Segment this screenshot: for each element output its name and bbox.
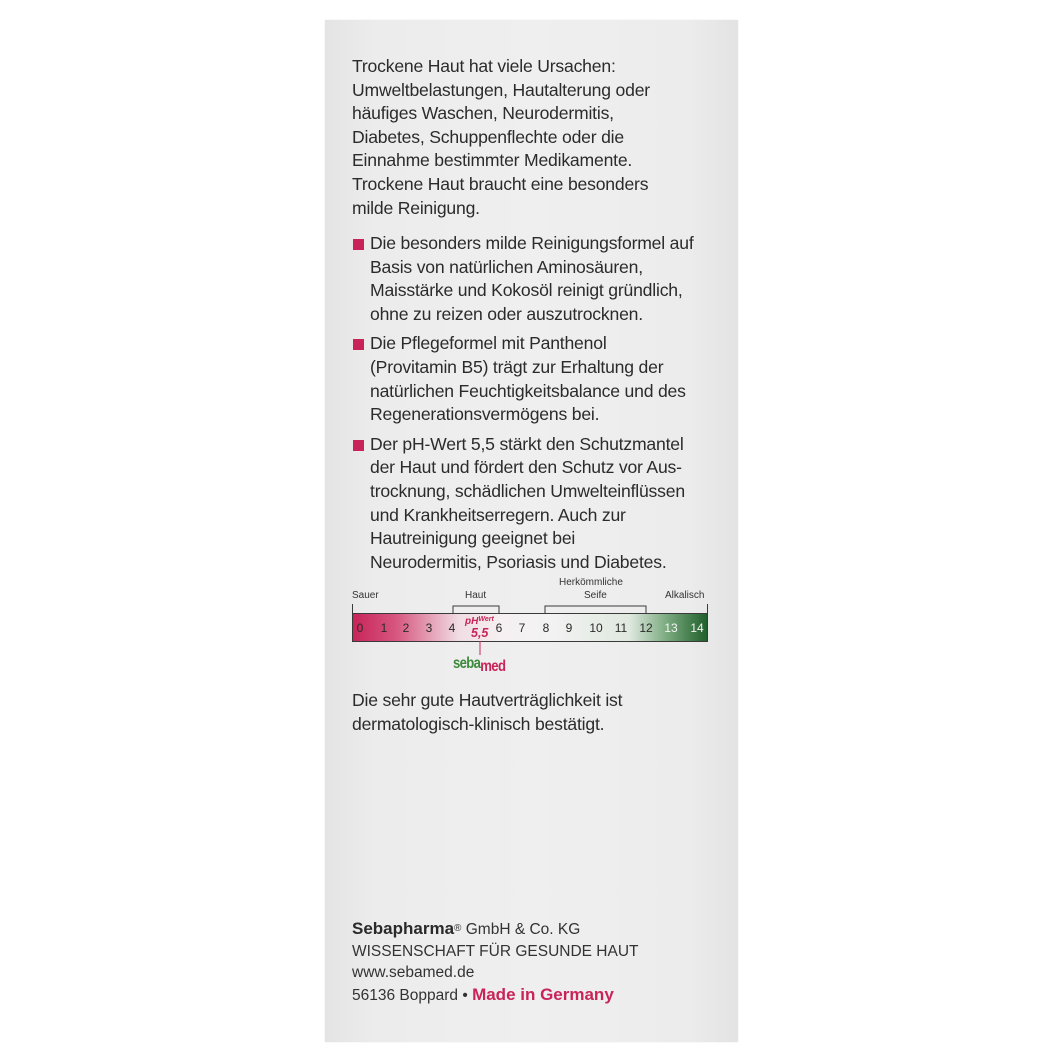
- sauer-label: Sauer: [352, 590, 379, 601]
- intro-line: häufiges Waschen, Neurodermitis,: [352, 103, 614, 124]
- benefit-line: (Provitamin B5) trägt zur Erhaltung der: [370, 356, 664, 377]
- brand-name: Sebapharma: [352, 919, 455, 938]
- footer: [352, 918, 639, 1006]
- intro-paragraph: [352, 55, 724, 220]
- benefit-item: [352, 232, 724, 326]
- benefit-line: der Haut und fördert den Schutz vor Aus-: [370, 457, 682, 478]
- made-in-germany: Made in Germany: [472, 984, 614, 1004]
- ph-tick-label: 0: [356, 621, 364, 635]
- benefit-line: natürlichen Feuchtigkeitsbalance und des: [370, 380, 686, 401]
- bullet-square-icon: [353, 239, 364, 250]
- origin-line: [352, 984, 639, 1007]
- ph-tick-label: 10: [589, 621, 603, 635]
- ph-tick-label: 6: [495, 621, 503, 635]
- benefit-line: Hautreinigung geeignet bei: [370, 528, 576, 549]
- intro-line: Diabetes, Schuppenflechte oder die: [352, 126, 624, 147]
- benefit-item: [352, 433, 724, 575]
- benefit-line: ohne zu reizen oder auszutrocknen.: [370, 303, 643, 324]
- ph-tick-label: 3: [425, 621, 433, 635]
- intro-line: Trockene Haut braucht eine besonders: [352, 173, 649, 194]
- benefit-line: trocknung, schädlichen Umwelteinflüssen: [370, 480, 685, 501]
- company-suffix: GmbH & Co. KG: [461, 921, 581, 938]
- ph-tick-label: 7: [518, 621, 526, 635]
- slogan: WISSENSCHAFT FÜR GESUNDE HAUT: [352, 942, 639, 960]
- alkalisch-label: Alkalisch: [665, 590, 705, 601]
- seife-label-line2: Seife: [584, 590, 607, 601]
- ph-tick-label: 1: [380, 621, 388, 635]
- ph-tick-label: 14: [690, 621, 704, 635]
- ph-scale: [352, 577, 708, 680]
- closing-paragraph: [352, 689, 724, 736]
- ph-marker-label: $pH^{Wert}$: [465, 616, 494, 627]
- closing-line: dermatologisch-klinisch bestätigt.: [352, 713, 605, 734]
- ph-tick-label: 13: [664, 621, 678, 635]
- city: 56136 Boppard: [352, 986, 459, 1004]
- seife-label-line1: Herkömmliche: [559, 577, 623, 588]
- registered-mark: ®: [454, 923, 462, 934]
- ph-tick-label: 12: [639, 621, 653, 635]
- bullet-square-icon: [353, 440, 364, 451]
- benefit-line: Der pH-Wert 5,5 stärkt den Schutzmantel: [370, 433, 684, 454]
- benefit-line: Die Pflegeformel mit Panthenol: [370, 333, 607, 354]
- benefit-list: [352, 232, 724, 580]
- benefit-item: [352, 332, 724, 426]
- intro-line: milde Reinigung.: [352, 197, 480, 218]
- sebamed-logo: sebamed: [453, 655, 506, 675]
- benefit-line: Regenerationsvermögens bei.: [370, 404, 600, 425]
- intro-line: Trockene Haut hat viele Ursachen:: [352, 56, 616, 76]
- closing-line: Die sehr gute Hautverträglichkeit ist: [352, 690, 623, 710]
- benefit-line: und Krankheitserregern. Auch zur: [370, 504, 626, 525]
- intro-line: Umweltbelastungen, Hautalterung oder: [352, 79, 650, 100]
- ph-tick-label: 8: [542, 621, 550, 635]
- haut-bracket: [453, 606, 499, 613]
- benefit-line: Basis von natürlichen Aminosäuren,: [370, 256, 643, 277]
- ph-tick-label: 2: [402, 621, 410, 635]
- company-line: [352, 918, 639, 941]
- separator: •: [458, 986, 473, 1004]
- seife-bracket: [545, 606, 646, 613]
- benefit-line: Maisstärke und Kokosöl reinigt gründlich,: [370, 280, 683, 301]
- benefit-line: Die besonders milde Reinigungsformel auf: [370, 233, 694, 253]
- ph-tick-label: 4: [448, 621, 456, 635]
- bullet-square-icon: [353, 339, 364, 350]
- ph-tick-label: 11: [614, 621, 628, 635]
- ph-tick-label: 9: [565, 621, 573, 635]
- haut-label: Haut: [465, 590, 487, 601]
- ph-marker-value: 5,5: [471, 626, 489, 640]
- intro-line: Einnahme bestimmter Medikamente.: [352, 150, 633, 171]
- website: www.sebamed.de: [352, 964, 475, 981]
- benefit-line: Neurodermitis, Psoriasis und Diabetes.: [370, 551, 667, 572]
